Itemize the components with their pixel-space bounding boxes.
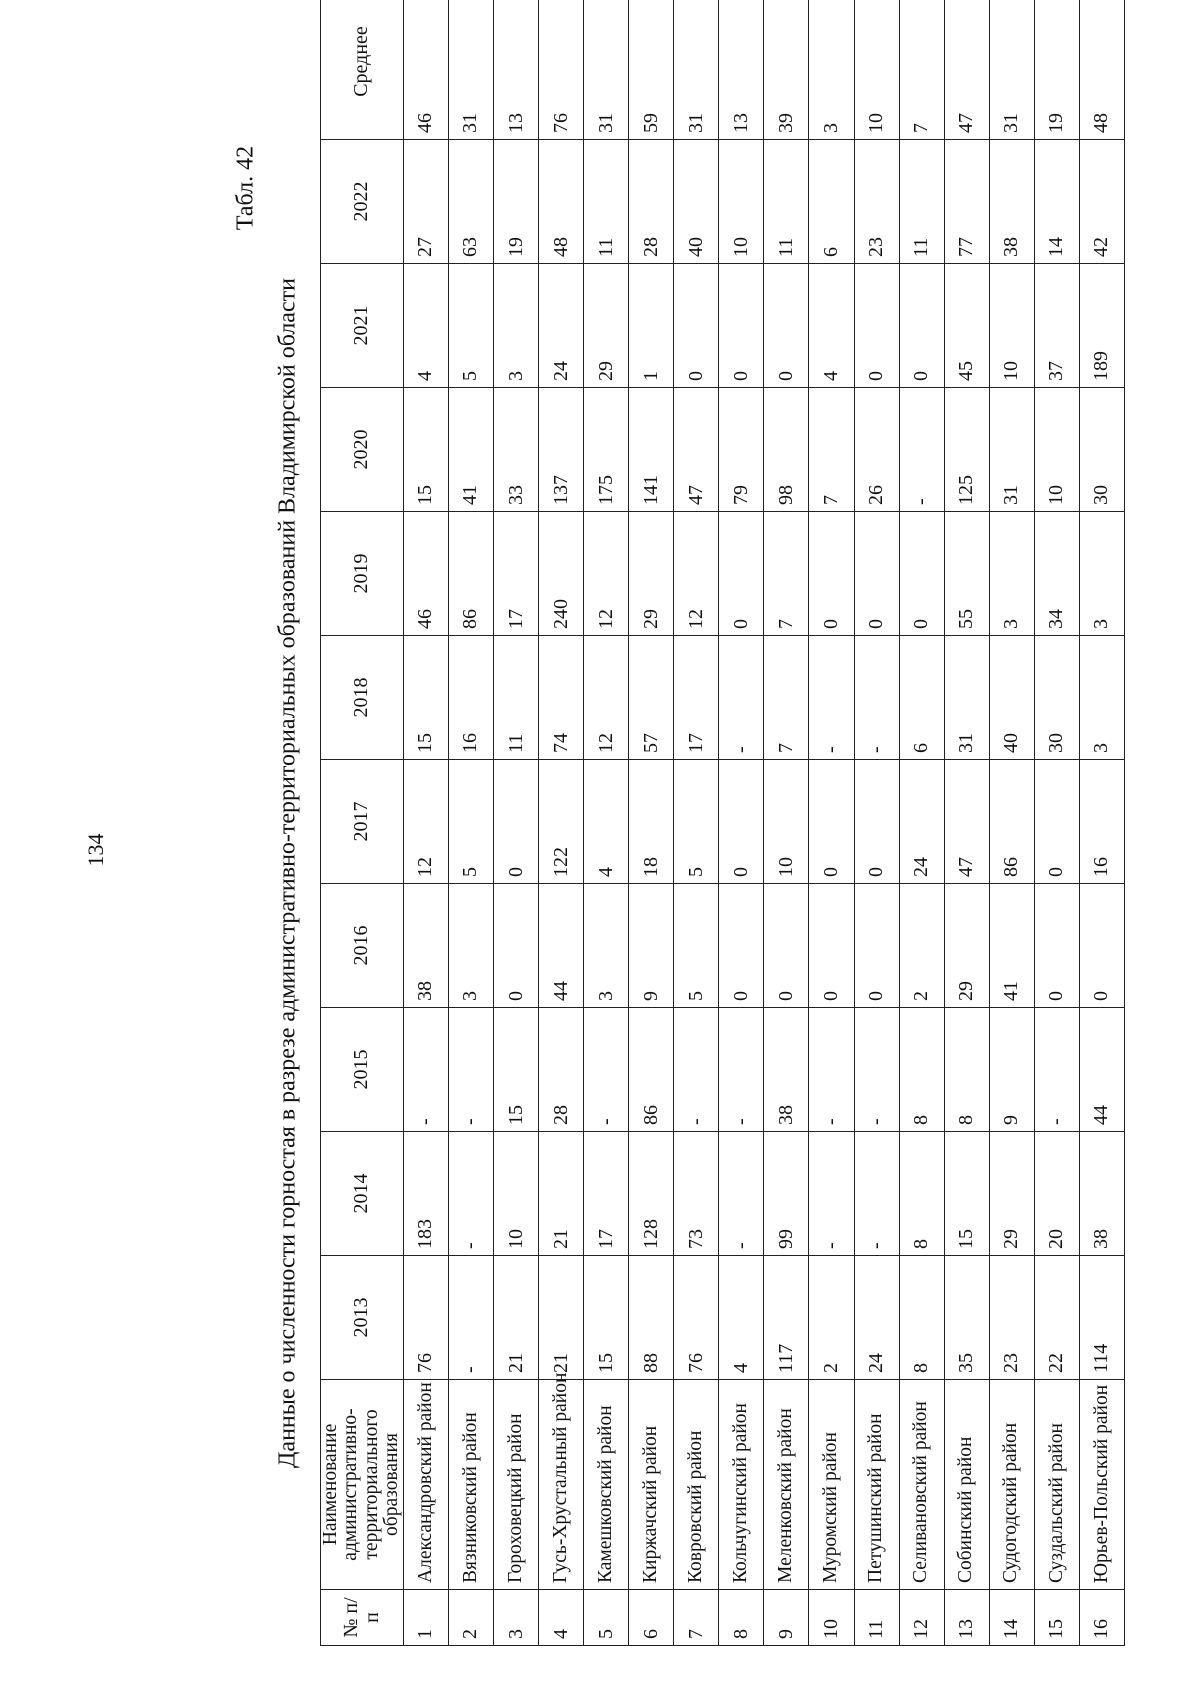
year-value: 41	[448, 388, 493, 512]
year-value: -	[674, 1008, 719, 1132]
header-year: 2015	[321, 1008, 404, 1132]
average-value: 39	[764, 0, 809, 140]
year-value: 31	[989, 388, 1034, 512]
year-value: 17	[494, 512, 539, 636]
average-value: 13	[494, 0, 539, 140]
table-row	[809, 0, 854, 1646]
year-value: 0	[1034, 884, 1079, 1008]
district-name: Ковровский район	[674, 1380, 719, 1590]
table-row	[1079, 0, 1124, 1646]
row-number: 10	[809, 1590, 854, 1646]
year-value: 99	[764, 1132, 809, 1256]
table-row	[854, 0, 899, 1646]
average-value: 47	[944, 0, 989, 140]
year-value: 0	[764, 884, 809, 1008]
row-number: 1	[403, 1590, 448, 1646]
year-value: 114	[1079, 1256, 1124, 1380]
year-value: 0	[494, 760, 539, 884]
header-year: 2020	[321, 388, 404, 512]
page-number: 134	[83, 833, 108, 867]
header-year: 2019	[321, 512, 404, 636]
year-value: 5	[448, 264, 493, 388]
year-value: 31	[944, 636, 989, 760]
year-value: 21	[494, 1256, 539, 1380]
year-value: 47	[944, 760, 989, 884]
year-value: 3	[584, 884, 629, 1008]
table-row	[899, 0, 944, 1646]
year-value: 79	[719, 388, 764, 512]
table-row	[629, 0, 674, 1646]
district-name: Александровский район	[403, 1380, 448, 1590]
year-value: 0	[1034, 760, 1079, 884]
year-value: 12	[674, 512, 719, 636]
year-value: 16	[448, 636, 493, 760]
year-value: 63	[448, 140, 493, 264]
year-value: -	[1034, 1008, 1079, 1132]
district-name: Меленковский район	[764, 1380, 809, 1590]
header-year: 2018	[321, 636, 404, 760]
year-value: 240	[539, 512, 584, 636]
year-value: 34	[1034, 512, 1079, 636]
year-value: 183	[403, 1132, 448, 1256]
header-name: Наименование административно-территориального образования	[321, 1380, 404, 1590]
header-year: 2017	[321, 760, 404, 884]
year-value: 3	[448, 884, 493, 1008]
year-value: 11	[764, 140, 809, 264]
year-value: 0	[809, 512, 854, 636]
year-value: 45	[944, 264, 989, 388]
year-value: 117	[764, 1256, 809, 1380]
year-value: -	[584, 1008, 629, 1132]
table-row	[989, 0, 1034, 1646]
year-value: 29	[944, 884, 989, 1008]
year-value: 17	[674, 636, 719, 760]
year-value: 41	[989, 884, 1034, 1008]
district-name: Селивановский район	[899, 1380, 944, 1590]
year-value: 2	[809, 1256, 854, 1380]
year-value: 76	[403, 1256, 448, 1380]
year-value: 0	[719, 760, 764, 884]
average-value: 3	[809, 0, 854, 140]
year-value: 57	[629, 636, 674, 760]
year-value: 15	[584, 1256, 629, 1380]
district-name: Юрьев-Польский район	[1079, 1380, 1124, 1590]
year-value: 10	[764, 760, 809, 884]
year-value: 22	[1034, 1256, 1079, 1380]
year-value: 4	[584, 760, 629, 884]
row-number: 12	[899, 1590, 944, 1646]
year-value: 17	[584, 1132, 629, 1256]
year-value: -	[854, 1008, 899, 1132]
year-value: -	[719, 1008, 764, 1132]
year-value: 11	[494, 636, 539, 760]
year-value: 10	[1034, 388, 1079, 512]
table-row	[674, 0, 719, 1646]
district-name: Гусь-Хрустальный район	[539, 1380, 584, 1590]
year-value: 128	[629, 1132, 674, 1256]
district-name: Камешковский район	[584, 1380, 629, 1590]
average-value: 48	[1079, 0, 1124, 140]
year-value: 8	[899, 1008, 944, 1132]
year-value: 4	[809, 264, 854, 388]
table-body	[403, 0, 1124, 1646]
year-value: 37	[1034, 264, 1079, 388]
year-value: 77	[944, 140, 989, 264]
table-container	[320, 26, 1125, 1646]
year-value: 5	[674, 884, 719, 1008]
year-value: 0	[854, 760, 899, 884]
year-value: 10	[989, 264, 1034, 388]
year-value: -	[448, 1132, 493, 1256]
year-value: 6	[809, 140, 854, 264]
row-number: 8	[719, 1590, 764, 1646]
header-year: 2016	[321, 884, 404, 1008]
year-value: 21	[539, 1132, 584, 1256]
year-value: 12	[584, 512, 629, 636]
year-value: 15	[403, 388, 448, 512]
year-value: 0	[854, 884, 899, 1008]
year-value: 38	[989, 140, 1034, 264]
year-value: 20	[1034, 1132, 1079, 1256]
year-value: 8	[899, 1132, 944, 1256]
average-value: 13	[719, 0, 764, 140]
year-value: 88	[629, 1256, 674, 1380]
year-value: 98	[764, 388, 809, 512]
year-value: 24	[539, 264, 584, 388]
year-value: 9	[629, 884, 674, 1008]
year-value: 7	[809, 388, 854, 512]
header-number: № п/п	[321, 1590, 404, 1646]
year-value: 0	[719, 264, 764, 388]
year-value: 7	[764, 512, 809, 636]
year-value: 30	[1034, 636, 1079, 760]
row-number: 2	[448, 1590, 493, 1646]
year-value: 175	[584, 388, 629, 512]
year-value: 21	[539, 1256, 584, 1380]
year-value: 33	[494, 388, 539, 512]
table-label: Табл. 42	[232, 145, 259, 231]
average-value: 31	[448, 0, 493, 140]
year-value: 28	[629, 140, 674, 264]
district-name: Вязниковский район	[448, 1380, 493, 1590]
year-value: 23	[989, 1256, 1034, 1380]
row-number: 16	[1079, 1590, 1124, 1646]
year-value: 0	[719, 512, 764, 636]
row-number: 14	[989, 1590, 1034, 1646]
table-row	[403, 0, 448, 1646]
year-value: 86	[989, 760, 1034, 884]
year-value: 0	[719, 884, 764, 1008]
average-value: 7	[899, 0, 944, 140]
row-number: 7	[674, 1590, 719, 1646]
year-value: 74	[539, 636, 584, 760]
year-value: 76	[674, 1256, 719, 1380]
year-value: 29	[989, 1132, 1034, 1256]
year-value: 0	[809, 760, 854, 884]
year-value: 24	[899, 760, 944, 884]
year-value: 12	[403, 760, 448, 884]
table-row	[539, 0, 584, 1646]
year-value: 47	[674, 388, 719, 512]
year-value: -	[719, 636, 764, 760]
table-title: Данные о численности горностая в разрезе административно-территориальных образований Владимирской области	[274, 278, 301, 1468]
year-value: 29	[629, 512, 674, 636]
year-value: 8	[899, 1256, 944, 1380]
year-value: -	[403, 1008, 448, 1132]
year-value: 7	[764, 636, 809, 760]
year-value: 141	[629, 388, 674, 512]
year-value: 3	[989, 512, 1034, 636]
table-row	[494, 0, 539, 1646]
year-value: -	[809, 1008, 854, 1132]
table-row	[448, 0, 493, 1646]
year-value: -	[899, 388, 944, 512]
year-value: 0	[899, 264, 944, 388]
table-row	[719, 0, 764, 1646]
year-value: 15	[944, 1132, 989, 1256]
year-value: 73	[674, 1132, 719, 1256]
row-number: 13	[944, 1590, 989, 1646]
year-value: 3	[1079, 512, 1124, 636]
year-value: 0	[809, 884, 854, 1008]
year-value: -	[809, 636, 854, 760]
table-row	[944, 0, 989, 1646]
year-value: 0	[494, 884, 539, 1008]
year-value: -	[854, 636, 899, 760]
year-value: 86	[629, 1008, 674, 1132]
district-name: Судогодский район	[989, 1380, 1034, 1590]
year-value: 0	[764, 264, 809, 388]
year-value: 5	[448, 760, 493, 884]
year-value: 40	[989, 636, 1034, 760]
header-row	[321, 0, 404, 1646]
population-table	[320, 0, 1125, 1646]
year-value: 10	[494, 1132, 539, 1256]
year-value: 5	[674, 760, 719, 884]
row-number: 5	[584, 1590, 629, 1646]
year-value: 0	[854, 512, 899, 636]
average-value: 10	[854, 0, 899, 140]
average-value: 46	[403, 0, 448, 140]
average-value: 31	[584, 0, 629, 140]
district-name: Муромский район	[809, 1380, 854, 1590]
year-value: 12	[584, 636, 629, 760]
district-name: Петушинский район	[854, 1380, 899, 1590]
year-value: -	[719, 1132, 764, 1256]
year-value: 86	[448, 512, 493, 636]
year-value: 15	[403, 636, 448, 760]
year-value: 16	[1079, 760, 1124, 884]
year-value: 10	[719, 140, 764, 264]
year-value: 23	[854, 140, 899, 264]
row-number: 15	[1034, 1590, 1079, 1646]
year-value: -	[448, 1008, 493, 1132]
year-value: 30	[1079, 388, 1124, 512]
average-value: 31	[989, 0, 1034, 140]
year-value: 122	[539, 760, 584, 884]
year-value: -	[854, 1132, 899, 1256]
year-value: 3	[1079, 636, 1124, 760]
year-value: 137	[539, 388, 584, 512]
year-value: 19	[494, 140, 539, 264]
year-value: 38	[764, 1008, 809, 1132]
row-number: 11	[854, 1590, 899, 1646]
year-value: 55	[944, 512, 989, 636]
year-value: 6	[899, 636, 944, 760]
year-value: -	[448, 1256, 493, 1380]
year-value: 0	[854, 264, 899, 388]
year-value: 4	[719, 1256, 764, 1380]
year-value: 29	[584, 264, 629, 388]
year-value: 4	[403, 264, 448, 388]
average-value: 31	[674, 0, 719, 140]
year-value: 18	[629, 760, 674, 884]
year-value: 3	[494, 264, 539, 388]
header-year: 2013	[321, 1256, 404, 1380]
year-value: 28	[539, 1008, 584, 1132]
year-value: 24	[854, 1256, 899, 1380]
year-value: 35	[944, 1256, 989, 1380]
year-value: 27	[403, 140, 448, 264]
year-value: 0	[674, 264, 719, 388]
year-value: 0	[1079, 884, 1124, 1008]
district-name: Кольчугинский район	[719, 1380, 764, 1590]
year-value: 14	[1034, 140, 1079, 264]
table-row	[764, 0, 809, 1646]
year-value: 2	[899, 884, 944, 1008]
year-value: 9	[989, 1008, 1034, 1132]
header-average: Среднее	[321, 0, 404, 140]
year-value: 1	[629, 264, 674, 388]
year-value: 44	[539, 884, 584, 1008]
year-value: 46	[403, 512, 448, 636]
district-name: Гороховецкий район	[494, 1380, 539, 1590]
year-value: 44	[1079, 1008, 1124, 1132]
row-number: 4	[539, 1590, 584, 1646]
row-number: 3	[494, 1590, 539, 1646]
district-name: Киржачский район	[629, 1380, 674, 1590]
year-value: 189	[1079, 264, 1124, 388]
year-value: 38	[1079, 1132, 1124, 1256]
year-value: -	[809, 1132, 854, 1256]
year-value: 38	[403, 884, 448, 1008]
year-value: 48	[539, 140, 584, 264]
year-value: 40	[674, 140, 719, 264]
table-row	[1034, 0, 1079, 1646]
district-name: Собинский район	[944, 1380, 989, 1590]
district-name: Суздальский район	[1034, 1380, 1079, 1590]
year-value: 11	[899, 140, 944, 264]
year-value: 125	[944, 388, 989, 512]
year-value: 26	[854, 388, 899, 512]
average-value: 59	[629, 0, 674, 140]
average-value: 19	[1034, 0, 1079, 140]
year-value: 8	[944, 1008, 989, 1132]
header-year: 2022	[321, 140, 404, 264]
year-value: 11	[584, 140, 629, 264]
year-value: 0	[899, 512, 944, 636]
row-number: 6	[629, 1590, 674, 1646]
year-value: 42	[1079, 140, 1124, 264]
average-value: 76	[539, 0, 584, 140]
row-number: 9	[764, 1590, 809, 1646]
header-year: 2021	[321, 264, 404, 388]
year-value: 15	[494, 1008, 539, 1132]
table-row	[584, 0, 629, 1646]
header-year: 2014	[321, 1132, 404, 1256]
